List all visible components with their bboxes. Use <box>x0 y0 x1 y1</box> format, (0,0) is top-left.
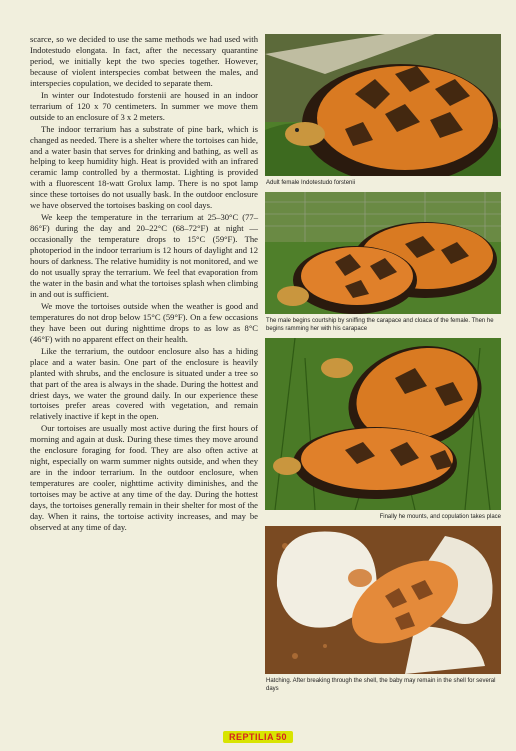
photo-column <box>265 34 501 693</box>
article-paragraph: We move the tortoises outside when the weather is good and temperatures do not drop below 15°C (59°F). On a few occasions they have been out during nighttime drops to as low as 8°C (46°F) with no apparent effect on their health. <box>30 300 258 344</box>
courtship-tortoises-image <box>265 192 501 314</box>
page-number: 50 <box>276 732 288 742</box>
article-paragraph: Our tortoises are usually most active during the first hours of morning and again at dusk. During these times they move around the enclosure foraging for food. They are also often active at night, especially on warm summer nights outside, and when they are in the indoor terrarium. In the outdoor enclosure, when temperatures are cooler, nighttime activity diminishes, and the tortoises may be active at any time of the day. During the hottest days, the tortoises generally remain in their shelter for most of the day. When it rains, the tortoise activity increases, and may be observed at any time of day. <box>30 423 258 532</box>
photo-adult-female <box>265 34 501 187</box>
article-paragraph: We keep the temperature in the terrarium at 25–30°C (77–86°F) during the day and 20–22°C (68–72°F) at night — occasionally the temperature drops to 15°C (59°F). The photoperiod in the indoor terrarium is 12 hours of daylight and 12 hours of darkness. The relative humidity is not monitored, and we do not usually spray the terrarium. We feel that evaporation from the water in the basin and what the tortoises splash when climbing in and out is sufficient. <box>30 212 258 299</box>
article-paragraph: The indoor terrarium has a substrate of pine bark, which is changed as needed. There is a shelter where the tortoises can hide, and a water basin that serves for drinking and bathing, as well as helping to keep humidity high. Heat is provided with an infrared ceramic lamp controlled by a thermostat. Lighting is provided with a fluorescent 18-watt Grolux lamp. There is no spot lamp since these tortoises do not usually bask. In the outdoor enclosure we have observed the tortoises basking on cool days. <box>30 123 258 211</box>
adult-tortoise-image <box>265 34 501 176</box>
photo-copulation <box>265 338 501 521</box>
article-paragraph: Like the terrarium, the outdoor enclosure also has a hiding place and a water basin. One part of the enclosure is heavily planted with shrubs, and the enclosure is situated under a tree so that part of the area is always in the shade. During the hottest and driest days, we water the ground daily. In our experience these tortoises prefer areas covered with vegetation, and remain relatively inactive if kept in the open. <box>30 345 258 422</box>
hatching-tortoise-image <box>265 526 501 674</box>
photo-courtship <box>265 192 501 333</box>
copulation-tortoises-image <box>265 338 501 510</box>
article-paragraph: In winter our Indotestudo forstenii are housed in an indoor terrarium of 120 x 70 centimeters. In summer we move them outside to an enclosure of 3 x 2 meters. <box>30 89 258 122</box>
photo-caption: Hatching. After breaking through the shell, the baby may remain in the shell for several days <box>266 678 496 692</box>
article-paragraph: scarce, so we decided to use the same methods we had used with Indotestudo elongata. In fact, after the necessary quarantine period, we initially kept the two species together. However, because of violent interspecies combat between the males, and interspecies copulation, we decided to separate them. <box>30 34 258 88</box>
page-footer <box>0 727 516 743</box>
article-text-column <box>30 34 258 534</box>
photo-caption: Finally he mounts, and copulation takes place <box>379 514 501 520</box>
photo-hatching <box>265 526 501 693</box>
magazine-brand: REPTILIA <box>228 732 274 742</box>
reptilia-logo <box>223 731 293 743</box>
photo-caption: The male begins courtship by sniffing the carapace and cloaca of the female. Then he begins ramming her with his carapace <box>266 318 494 332</box>
photo-caption: Adult female Indotestudo forstenii <box>266 180 356 186</box>
